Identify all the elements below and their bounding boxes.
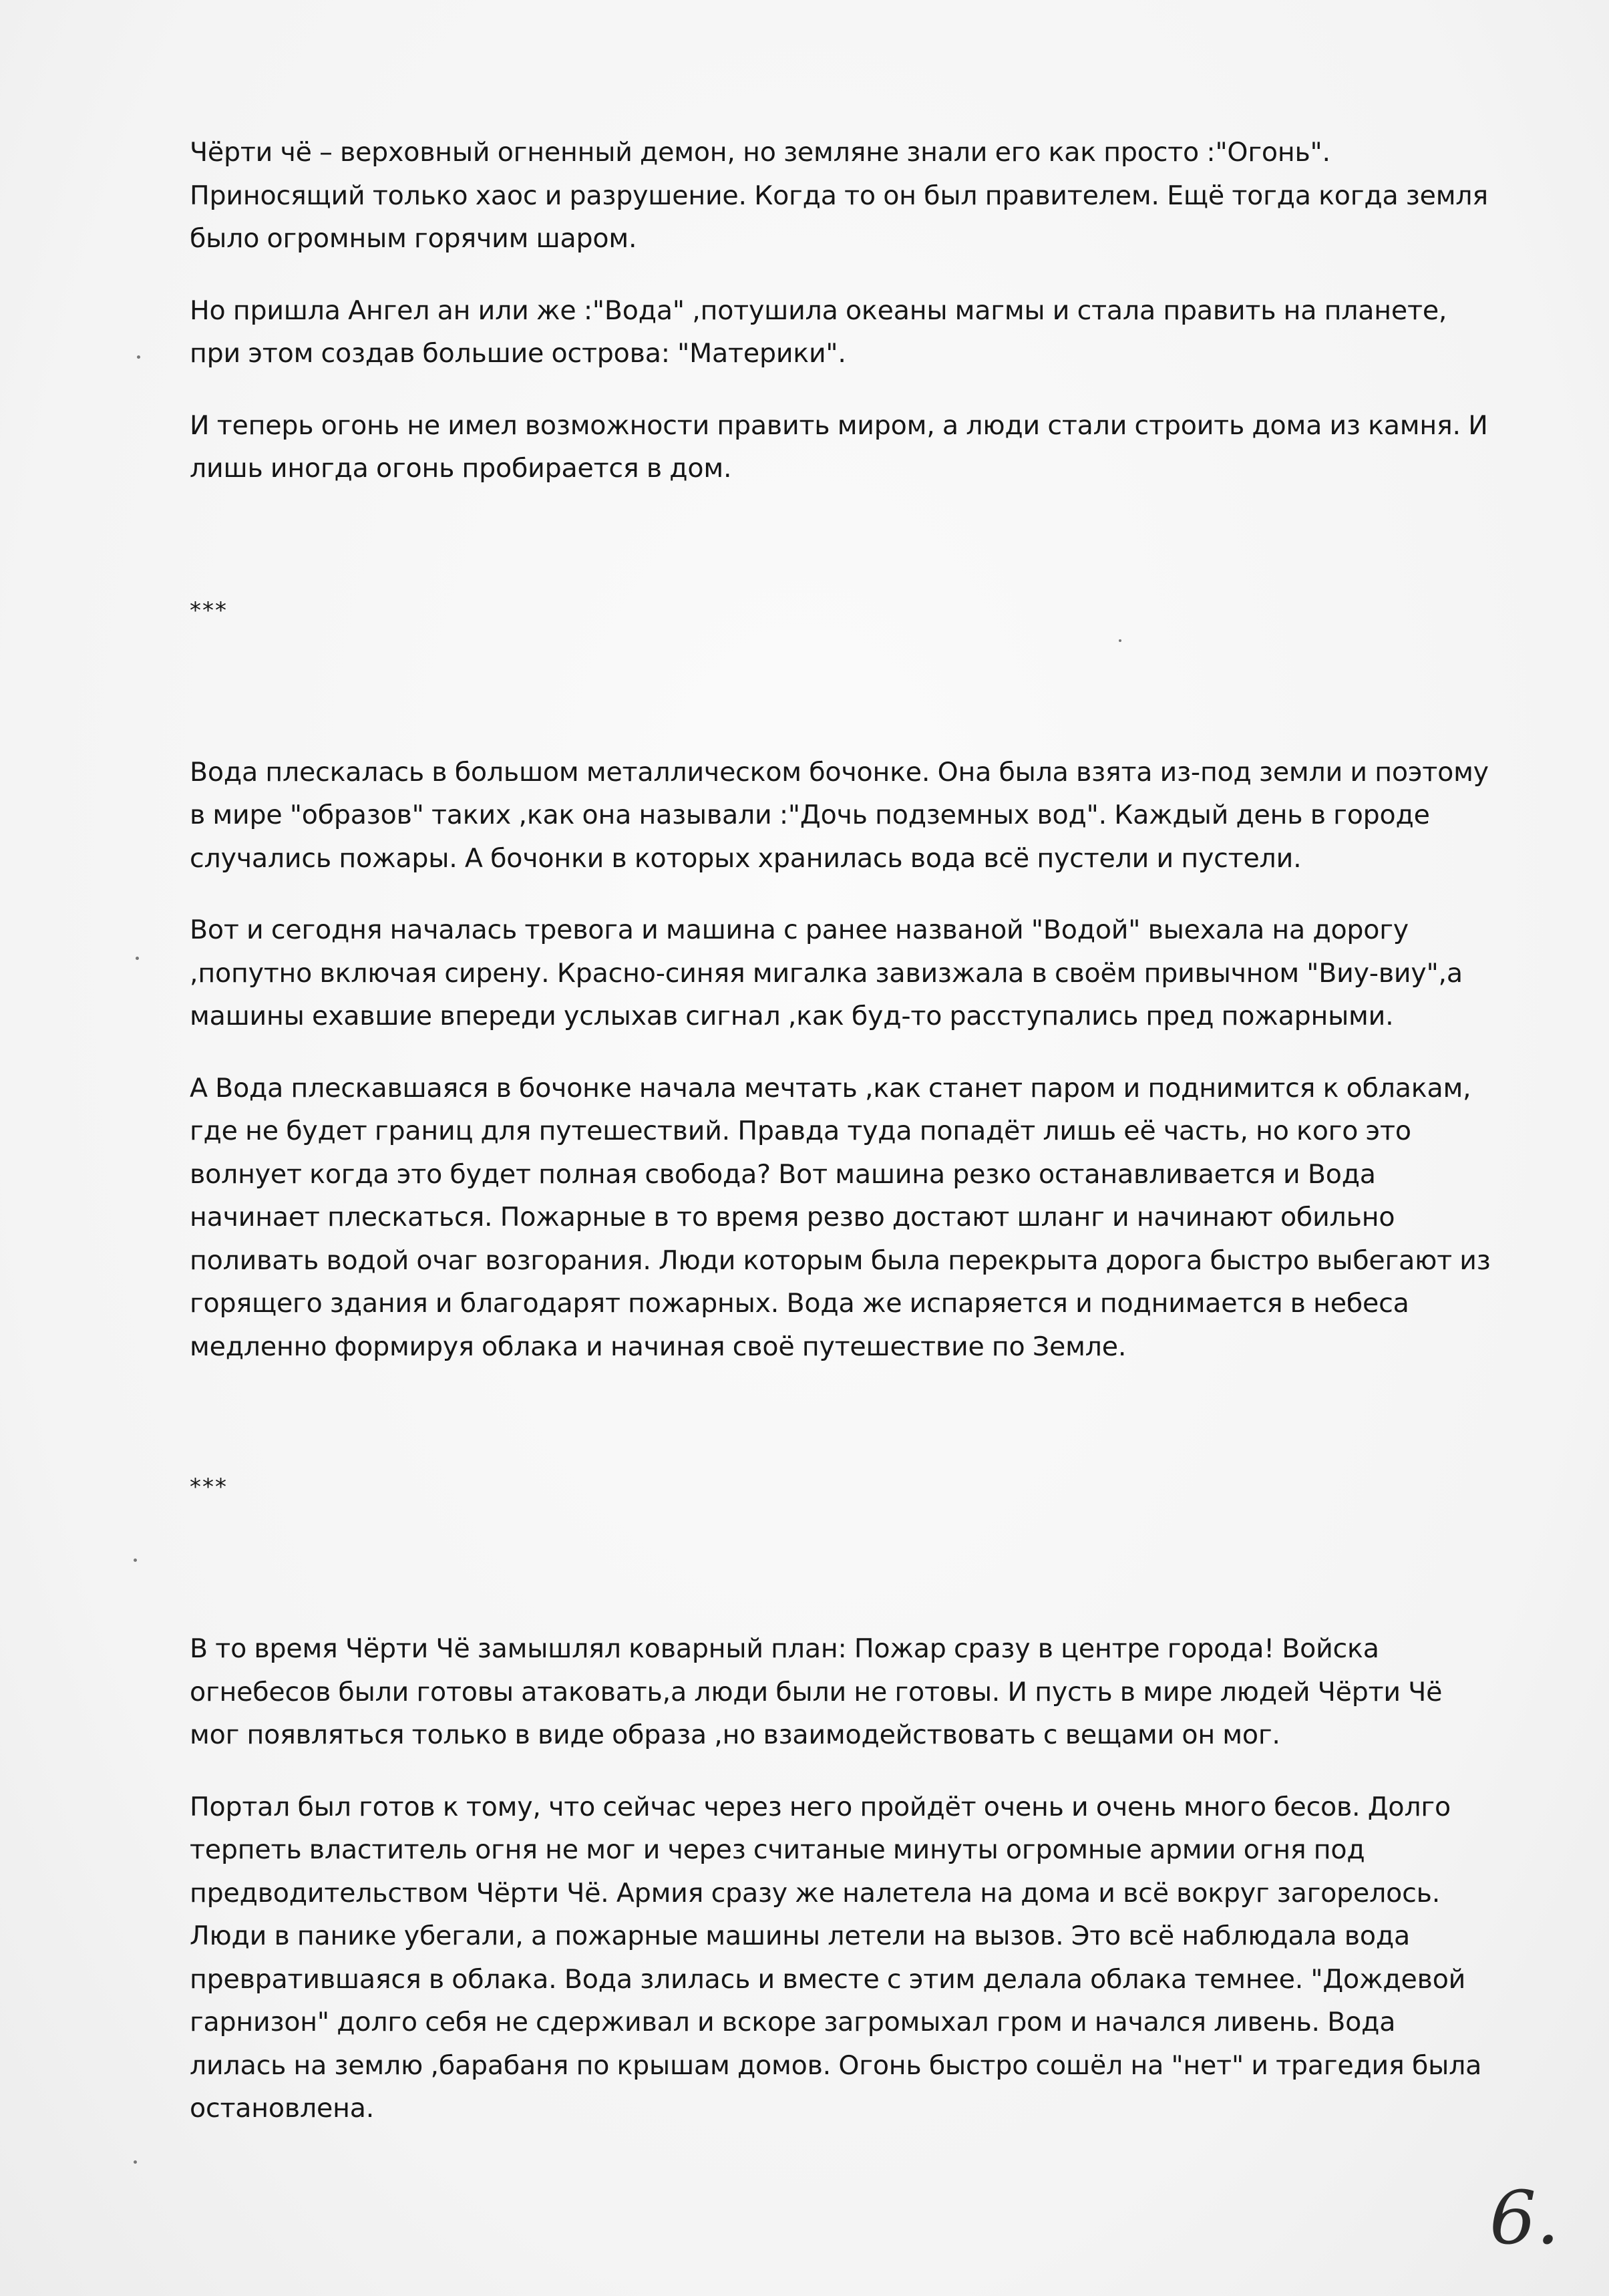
paragraph-5: Вот и сегодня началась тревога и машина с ранее названой "Водой" выехала на дорогу ,попутно включая сирену. Красно-синяя мигалка завизжала в своём привычном "Виу-виу",а машины ехавшие впереди услыхав сигнал ,как буд-то расступались пред пожарными. — [190, 915, 1463, 1031]
section-separator-1: *** — [190, 597, 228, 624]
paragraph-7: В то время Чёрти Чё замышлял коварный план: Пожар сразу в центре города! Войска огнебесов были готовы атаковать,а люди были не готовы. И пусть в мире людей Чёрти Чё мог появляться только в виде образа ,но взаимодействовать с вещами он мог. — [190, 1633, 1443, 1750]
page-number: 6. — [1489, 2175, 1560, 2261]
story-text — [190, 131, 1499, 2130]
scan-speck — [137, 355, 140, 359]
paragraph-2: Но пришла Ангел ан или же :"Вода" ,потушила океаны магмы и стала править на планете, при этом создав большие острова: "Материки". — [190, 295, 1447, 369]
paragraph-1: Чёрти чё – верховный огненный демон, но земляне знали его как просто :"Огонь". Приносящий только хаос и разрушение. Когда то он был правителем. Ещё тогда когда земля было огромным горячим шаром. — [190, 137, 1488, 254]
scan-speck — [134, 1559, 137, 1562]
paragraph-6: А Вода плескавшаяся в бочонке начала мечтать ,как станет паром и поднимится к облакам, где не будет границ для путешествий. Правда туда попадёт лишь её часть, но кого это волнует когда это будет полная свобода? Вот машина резко останавливается и Вода начинает плескаться. Пожарные в то время резво достают шланг и начинают обильно поливать водой очаг возгорания. Люди которым была перекрыта дорога быстро выбегают из горящего здания и благодарят пожарных. Вода же испаряется и поднимается в небеса медленно формируя облака и начиная своё путешествие по Земле. — [190, 1072, 1491, 1362]
paragraph-3: И теперь огонь не имел возможности править миром, а люди стали строить дома из камня. И лишь иногда огонь пробирается в дом. — [190, 409, 1488, 484]
paragraph-8: Портал был готов к тому, что сейчас через него пройдёт очень и очень много бесов. Долго терпеть властитель огня не мог и через считаные минуты огромные армии огня под предводительством Чёрти Чё. Армия сразу же налетела на дома и всё вокруг загорелось. Люди в панике убегали, а пожарные машины летели на вызов. Это всё наблюдала вода превратившаяся в облака. Вода злилась и вместе с этим делала облака темнее. "Дождевой гарнизон" долго себя не сдерживал и вскоре загромыхал гром и начался ливень. Вода лилась на землю ,барабаня по крышам домов. Огонь быстро сошёл на "нет" и трагедия была остановлена. — [190, 1791, 1482, 2124]
scan-speck — [136, 957, 139, 960]
section-separator-2: *** — [190, 1474, 228, 1500]
scan-speck — [1119, 639, 1121, 642]
paragraph-4: Вода плескалась в большом металлическом бочонке. Она была взята из-под земли и поэтому в мире "образов" таких ,как она называли :"Дочь подземных вод". Каждый день в городе случались пожары. А бочонки в которых хранилась вода всё пустели и пустели. — [190, 756, 1489, 874]
scan-speck — [134, 2160, 137, 2164]
